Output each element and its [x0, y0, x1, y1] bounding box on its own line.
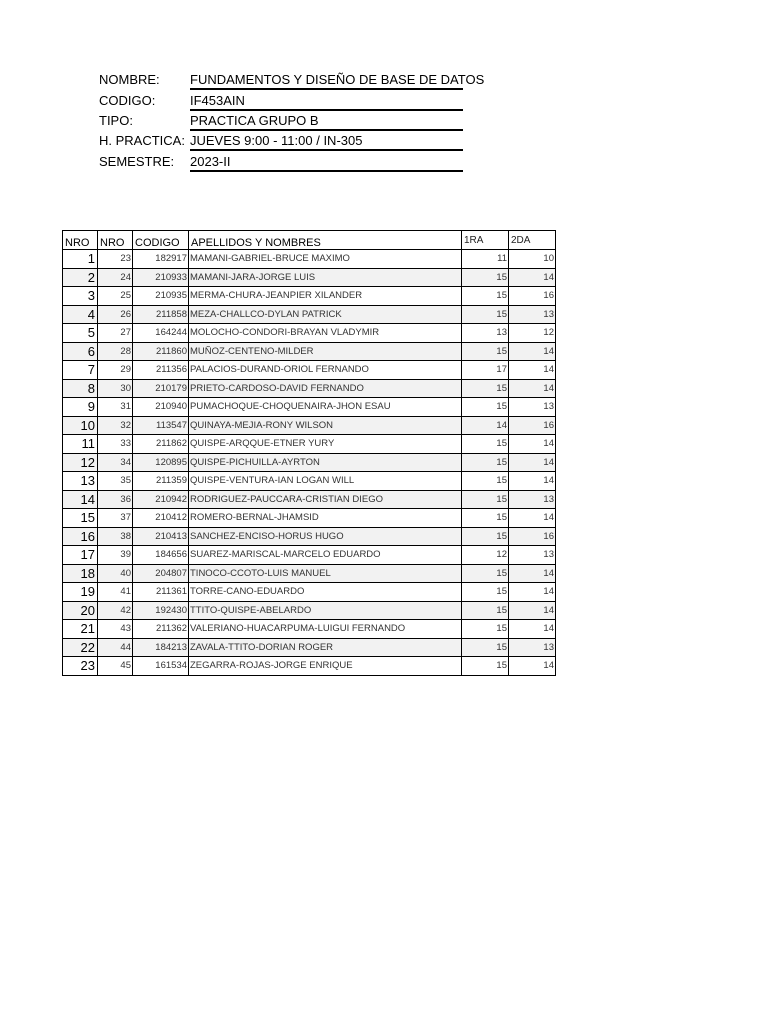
student-code-cell: 211362 — [133, 620, 189, 639]
second-grade-cell: 14 — [509, 268, 556, 287]
student-code-cell: 210933 — [133, 268, 189, 287]
second-grade-cell: 14 — [509, 620, 556, 639]
second-grade-cell: 13 — [509, 490, 556, 509]
row-number-cell: 15 — [63, 509, 98, 528]
student-code-cell: 204807 — [133, 564, 189, 583]
first-grade-cell: 15 — [462, 527, 509, 546]
second-grade-cell: 16 — [509, 416, 556, 435]
column-header-apellidos-nombres: APELLIDOS Y NOMBRES — [189, 231, 462, 250]
first-grade-cell: 15 — [462, 342, 509, 361]
list-number-cell: 23 — [98, 250, 133, 269]
student-name-cell: QUINAYA-MEJIA-RONY WILSON — [189, 416, 462, 435]
second-grade-cell: 14 — [509, 453, 556, 472]
first-grade-cell: 15 — [462, 620, 509, 639]
table-row — [63, 287, 556, 306]
first-grade-cell: 17 — [462, 361, 509, 380]
info-row-nombre — [0, 70, 768, 90]
student-code-cell: 192430 — [133, 601, 189, 620]
student-name-cell: RODRIGUEZ-PAUCCARA-CRISTIAN DIEGO — [189, 490, 462, 509]
student-code-cell: 120895 — [133, 453, 189, 472]
list-number-cell: 30 — [98, 379, 133, 398]
student-code-cell: 210179 — [133, 379, 189, 398]
row-number-cell: 11 — [63, 435, 98, 454]
first-grade-cell: 15 — [462, 435, 509, 454]
row-number-cell: 9 — [63, 398, 98, 417]
student-name-cell: ZAVALA-TTITO-DORIAN ROGER — [189, 638, 462, 657]
row-number-cell: 4 — [63, 305, 98, 324]
student-name-cell: MOLOCHO-CONDORI-BRAYAN VLADYMIR — [189, 324, 462, 343]
student-code-cell: 210413 — [133, 527, 189, 546]
row-number-cell: 21 — [63, 620, 98, 639]
table-row — [63, 379, 556, 398]
student-name-cell: MEZA-CHALLCO-DYLAN PATRICK — [189, 305, 462, 324]
table-row — [63, 583, 556, 602]
student-code-cell: 210412 — [133, 509, 189, 528]
student-name-cell: MUÑOZ-CENTENO-MILDER — [189, 342, 462, 361]
list-number-cell: 40 — [98, 564, 133, 583]
first-grade-cell: 15 — [462, 509, 509, 528]
first-grade-cell: 15 — [462, 638, 509, 657]
first-grade-cell: 15 — [462, 472, 509, 491]
table-row — [63, 453, 556, 472]
second-grade-cell: 13 — [509, 638, 556, 657]
table-row — [63, 601, 556, 620]
column-header-1ra: 1RA — [462, 231, 509, 250]
row-number-cell: 12 — [63, 453, 98, 472]
table-row — [63, 490, 556, 509]
column-header-nro: NRO — [63, 231, 98, 250]
student-name-cell: PALACIOS-DURAND-ORIOL FERNANDO — [189, 361, 462, 380]
row-number-cell: 22 — [63, 638, 98, 657]
second-grade-cell: 12 — [509, 324, 556, 343]
list-number-cell: 25 — [98, 287, 133, 306]
table-row — [63, 250, 556, 269]
list-number-cell: 26 — [98, 305, 133, 324]
table-row — [63, 546, 556, 565]
second-grade-cell: 14 — [509, 583, 556, 602]
table-body — [63, 250, 556, 676]
student-name-cell: TINOCO-CCOTO-LUIS MANUEL — [189, 564, 462, 583]
row-number-cell: 19 — [63, 583, 98, 602]
student-code-cell: 210935 — [133, 287, 189, 306]
first-grade-cell: 15 — [462, 564, 509, 583]
student-name-cell: VALERIANO-HUACARPUMA-LUIGUI FERNANDO — [189, 620, 462, 639]
first-grade-cell: 15 — [462, 583, 509, 602]
column-header-nro-lista: NRO — [98, 231, 133, 250]
first-grade-cell: 15 — [462, 453, 509, 472]
first-grade-cell: 15 — [462, 305, 509, 324]
student-code-cell: 182917 — [133, 250, 189, 269]
list-number-cell: 39 — [98, 546, 133, 565]
student-name-cell: TORRE-CANO-EDUARDO — [189, 583, 462, 602]
first-grade-cell: 15 — [462, 379, 509, 398]
student-code-cell: 161534 — [133, 657, 189, 676]
first-grade-cell: 15 — [462, 287, 509, 306]
table-row — [63, 435, 556, 454]
student-code-cell: 184213 — [133, 638, 189, 657]
info-row-semestre — [0, 152, 768, 172]
student-code-cell: 211361 — [133, 583, 189, 602]
student-code-cell: 211862 — [133, 435, 189, 454]
student-code-cell: 211356 — [133, 361, 189, 380]
list-number-cell: 29 — [98, 361, 133, 380]
table-row — [63, 305, 556, 324]
second-grade-cell: 13 — [509, 546, 556, 565]
student-name-cell: MERMA-CHURA-JEANPIER XILANDER — [189, 287, 462, 306]
second-grade-cell: 16 — [509, 287, 556, 306]
first-grade-cell: 11 — [462, 250, 509, 269]
student-name-cell: MAMANI-GABRIEL-BRUCE MAXIMO — [189, 250, 462, 269]
list-number-cell: 28 — [98, 342, 133, 361]
student-name-cell: QUISPE-PICHUILLA-AYRTON — [189, 453, 462, 472]
second-grade-cell: 14 — [509, 472, 556, 491]
second-grade-cell: 14 — [509, 601, 556, 620]
nombre-label: NOMBRE: — [99, 72, 160, 87]
list-number-cell: 31 — [98, 398, 133, 417]
second-grade-cell: 13 — [509, 398, 556, 417]
semestre-value: 2023-II — [190, 152, 463, 172]
list-number-cell: 36 — [98, 490, 133, 509]
first-grade-cell: 15 — [462, 490, 509, 509]
row-number-cell: 13 — [63, 472, 98, 491]
row-number-cell: 10 — [63, 416, 98, 435]
student-name-cell: MAMANI-JARA-JORGE LUIS — [189, 268, 462, 287]
second-grade-cell: 10 — [509, 250, 556, 269]
tipo-label: TIPO: — [99, 113, 133, 128]
row-number-cell: 18 — [63, 564, 98, 583]
list-number-cell: 45 — [98, 657, 133, 676]
table-header-row — [63, 231, 556, 250]
list-number-cell: 41 — [98, 583, 133, 602]
table-row — [63, 620, 556, 639]
table-row — [63, 361, 556, 380]
student-code-cell: 211858 — [133, 305, 189, 324]
second-grade-cell: 14 — [509, 379, 556, 398]
first-grade-cell: 15 — [462, 398, 509, 417]
info-row-codigo — [0, 91, 768, 111]
first-grade-cell: 14 — [462, 416, 509, 435]
second-grade-cell: 14 — [509, 564, 556, 583]
table-row — [63, 324, 556, 343]
row-number-cell: 6 — [63, 342, 98, 361]
tipo-value: PRACTICA GRUPO B — [190, 111, 463, 131]
first-grade-cell: 15 — [462, 601, 509, 620]
row-number-cell: 5 — [63, 324, 98, 343]
list-number-cell: 32 — [98, 416, 133, 435]
semestre-label: SEMESTRE: — [99, 154, 175, 169]
row-number-cell: 2 — [63, 268, 98, 287]
student-code-cell: 210940 — [133, 398, 189, 417]
table-row — [63, 564, 556, 583]
second-grade-cell: 13 — [509, 305, 556, 324]
student-code-cell: 184656 — [133, 546, 189, 565]
row-number-cell: 23 — [63, 657, 98, 676]
list-number-cell: 33 — [98, 435, 133, 454]
table-row — [63, 638, 556, 657]
first-grade-cell: 12 — [462, 546, 509, 565]
table-row — [63, 472, 556, 491]
table-row — [63, 527, 556, 546]
student-name-cell: QUISPE-ARQQUE-ETNER YURY — [189, 435, 462, 454]
column-header-codigo: CODIGO — [133, 231, 189, 250]
first-grade-cell: 15 — [462, 657, 509, 676]
student-code-cell: 211860 — [133, 342, 189, 361]
student-name-cell: PUMACHOQUE-CHOQUENAIRA-JHON ESAU — [189, 398, 462, 417]
info-row-tipo — [0, 111, 768, 131]
student-name-cell: SUAREZ-MARISCAL-MARCELO EDUARDO — [189, 546, 462, 565]
hpractica-label: H. PRACTICA: — [99, 133, 185, 148]
second-grade-cell: 14 — [509, 657, 556, 676]
first-grade-cell: 15 — [462, 268, 509, 287]
list-number-cell: 35 — [98, 472, 133, 491]
student-name-cell: ZEGARRA-ROJAS-JORGE ENRIQUE — [189, 657, 462, 676]
table-row — [63, 416, 556, 435]
student-name-cell: TTITO-QUISPE-ABELARDO — [189, 601, 462, 620]
student-table — [62, 230, 556, 676]
row-number-cell: 8 — [63, 379, 98, 398]
student-code-cell: 164244 — [133, 324, 189, 343]
list-number-cell: 43 — [98, 620, 133, 639]
list-number-cell: 24 — [98, 268, 133, 287]
list-number-cell: 38 — [98, 527, 133, 546]
row-number-cell: 14 — [63, 490, 98, 509]
table-row — [63, 657, 556, 676]
row-number-cell: 20 — [63, 601, 98, 620]
student-code-cell: 113547 — [133, 416, 189, 435]
student-name-cell: SANCHEZ-ENCISO-HORUS HUGO — [189, 527, 462, 546]
student-name-cell: PRIETO-CARDOSO-DAVID FERNANDO — [189, 379, 462, 398]
second-grade-cell: 16 — [509, 527, 556, 546]
second-grade-cell: 14 — [509, 361, 556, 380]
student-code-cell: 210942 — [133, 490, 189, 509]
row-number-cell: 7 — [63, 361, 98, 380]
table-row — [63, 509, 556, 528]
second-grade-cell: 14 — [509, 342, 556, 361]
list-number-cell: 44 — [98, 638, 133, 657]
row-number-cell: 17 — [63, 546, 98, 565]
table-row — [63, 398, 556, 417]
codigo-label: CODIGO: — [99, 93, 156, 108]
first-grade-cell: 13 — [462, 324, 509, 343]
list-number-cell: 34 — [98, 453, 133, 472]
column-header-2da: 2DA — [509, 231, 556, 250]
list-number-cell: 37 — [98, 509, 133, 528]
second-grade-cell: 14 — [509, 435, 556, 454]
row-number-cell: 1 — [63, 250, 98, 269]
codigo-value: IF453AIN — [190, 91, 463, 111]
student-name-cell: QUISPE-VENTURA-IAN LOGAN WILL — [189, 472, 462, 491]
nombre-value: FUNDAMENTOS Y DISEÑO DE BASE DE DATOS — [190, 70, 463, 90]
table-row — [63, 342, 556, 361]
student-name-cell: ROMERO-BERNAL-JHAMSID — [189, 509, 462, 528]
hpractica-value: JUEVES 9:00 - 11:00 / IN-305 — [190, 131, 463, 151]
list-number-cell: 42 — [98, 601, 133, 620]
row-number-cell: 3 — [63, 287, 98, 306]
row-number-cell: 16 — [63, 527, 98, 546]
list-number-cell: 27 — [98, 324, 133, 343]
student-code-cell: 211359 — [133, 472, 189, 491]
info-row-hpractica — [0, 131, 768, 151]
second-grade-cell: 14 — [509, 509, 556, 528]
table-row — [63, 268, 556, 287]
